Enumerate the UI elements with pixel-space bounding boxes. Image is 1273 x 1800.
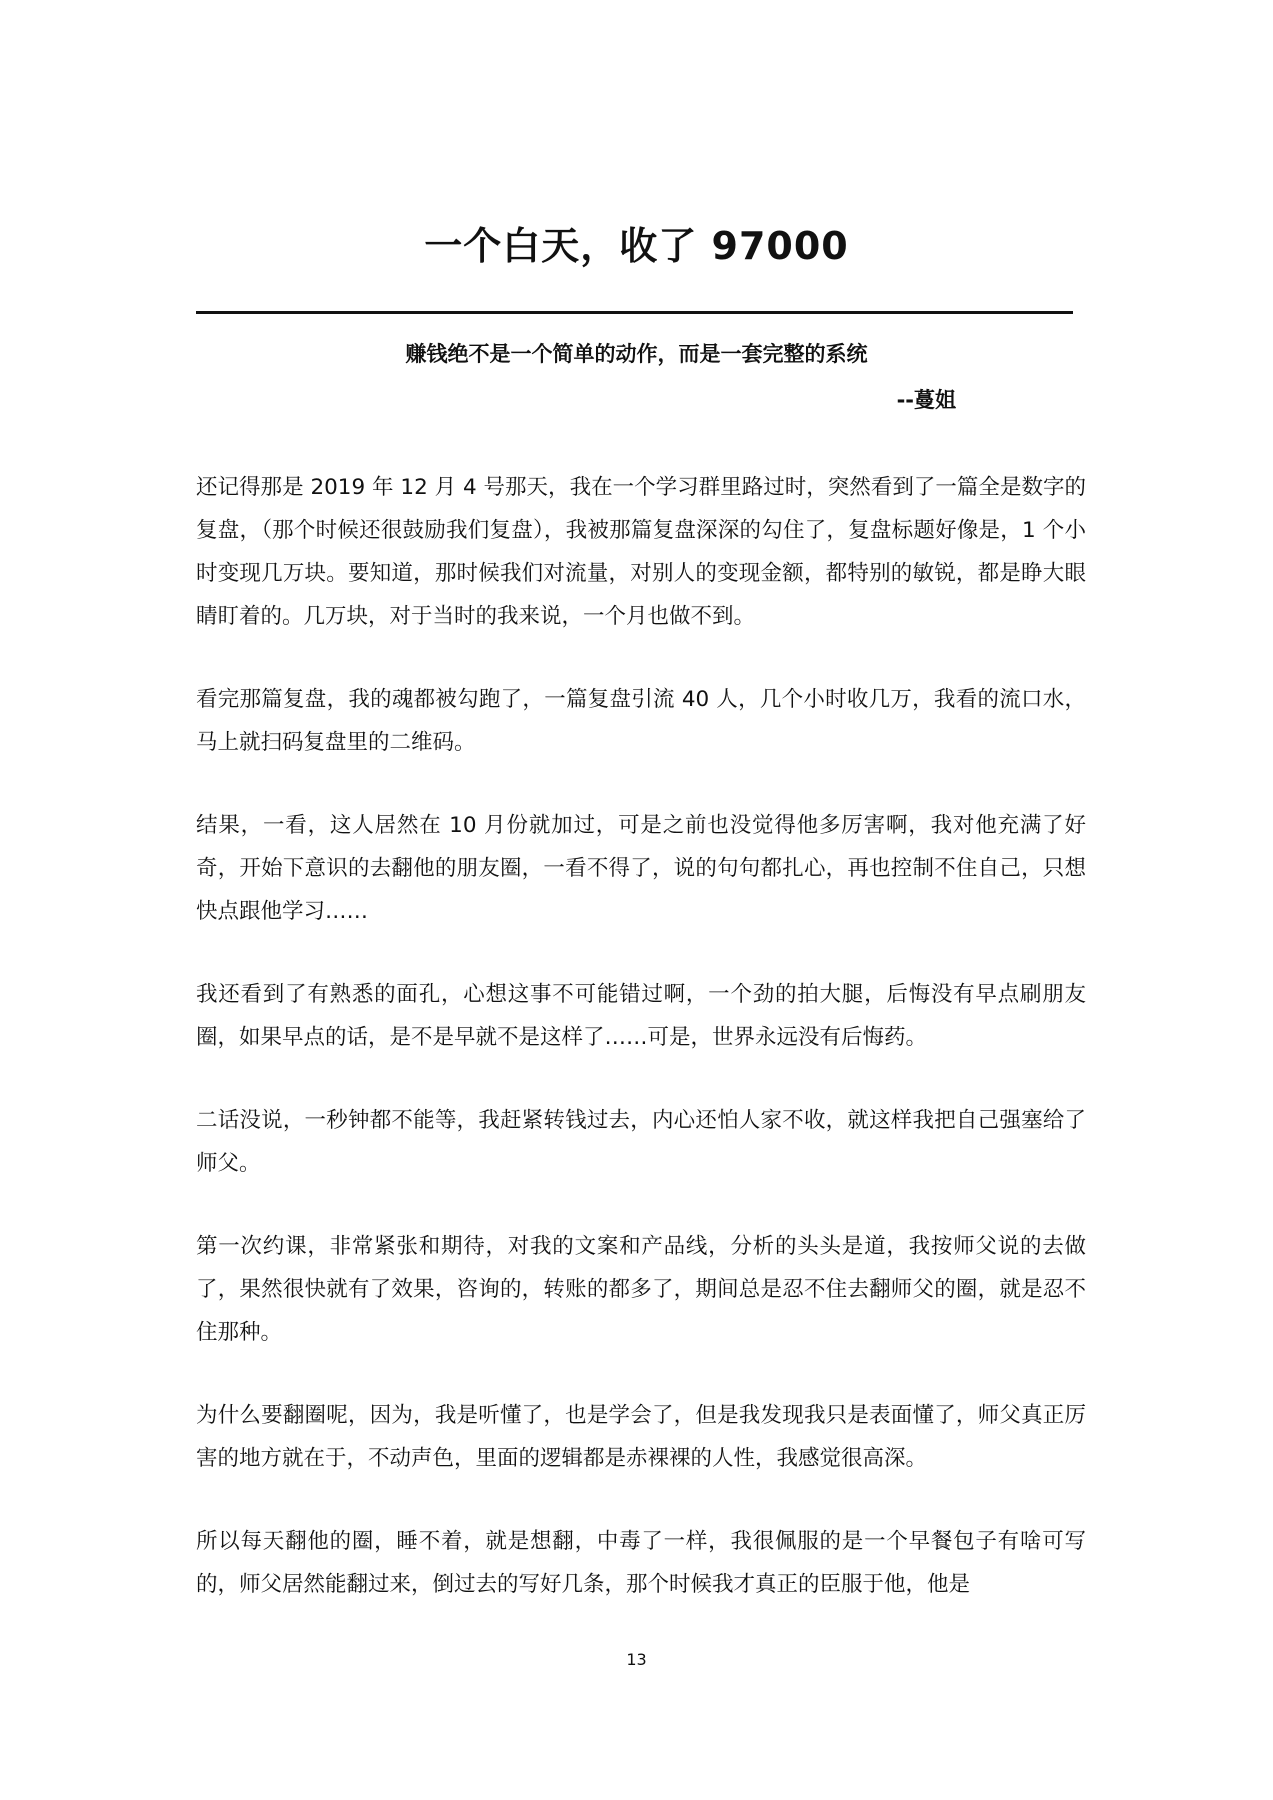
body-paragraph: 结果，一看，这人居然在 10 月份就加过，可是之前也没觉得他多厉害啊，我对他充满了好奇，开始下意识的去翻他的朋友圈，一看不得了，说的句句都扎心，再也控制不住自己，只想快点跟他学习…… — [196, 813, 1086, 924]
title-divider — [196, 311, 1073, 314]
body-paragraph: 还记得那是 2019 年 12 月 4 号那天，我在一个学习群里路过时，突然看到了一篇全是数字的复盘，（那个时候还很鼓励我们复盘），我被那篇复盘深深的勾住了，复盘标题好像是，1 个小时变现几万块。要知道，那时候我们对流量，对别人的变现金额，都特别的敏锐，都是睁大眼睛盯着的。几万块，对于当时的我来说，一个月也做不到。 — [196, 475, 1086, 629]
page-title: 一个白天，收了 97000 — [424, 224, 849, 268]
body-paragraph: 所以每天翻他的圈，睡不着，就是想翻，中毒了一样，我很佩服的是一个早餐包子有啥可写的，师父居然能翻过来，倒过去的写好几条，那个时候我才真正的臣服于他，他是 — [196, 1529, 1086, 1597]
body-paragraph: 二话没说，一秒钟都不能等，我赶紧转钱过去，内心还怕人家不收，就这样我把自己强塞给了师父。 — [196, 1108, 1086, 1176]
body-paragraph: 第一次约课，非常紧张和期待，对我的文案和产品线，分析的头头是道，我按师父说的去做了，果然很快就有了效果，咨询的，转账的都多了，期间总是忍不住去翻师父的圈，就是忍不住那种。 — [196, 1234, 1086, 1345]
body-paragraph: 我还看到了有熟悉的面孔，心想这事不可能错过啊，一个劲的拍大腿，后悔没有早点刷朋友圈，如果早点的话，是不是早就不是这样了……可是，世界永远没有后悔药。 — [196, 982, 1086, 1050]
body-paragraph: 看完那篇复盘，我的魂都被勾跑了，一篇复盘引流 40 人，几个小时收几万，我看的流口水，马上就扫码复盘里的二维码。 — [196, 687, 1086, 755]
epigraph-quote: 赚钱绝不是一个简单的动作，而是一套完整的系统 — [405, 342, 868, 366]
body-paragraph: 为什么要翻圈呢，因为，我是听懂了，也是学会了，但是我发现我只是表面懂了，师父真正厉害的地方就在于，不动声色，里面的逻辑都是赤裸裸的人性，我感觉很高深。 — [196, 1403, 1086, 1471]
epigraph-author: --蔓姐 — [896, 388, 956, 412]
page-number: 13 — [626, 1650, 647, 1669]
article-body — [196, 466, 1086, 1646]
